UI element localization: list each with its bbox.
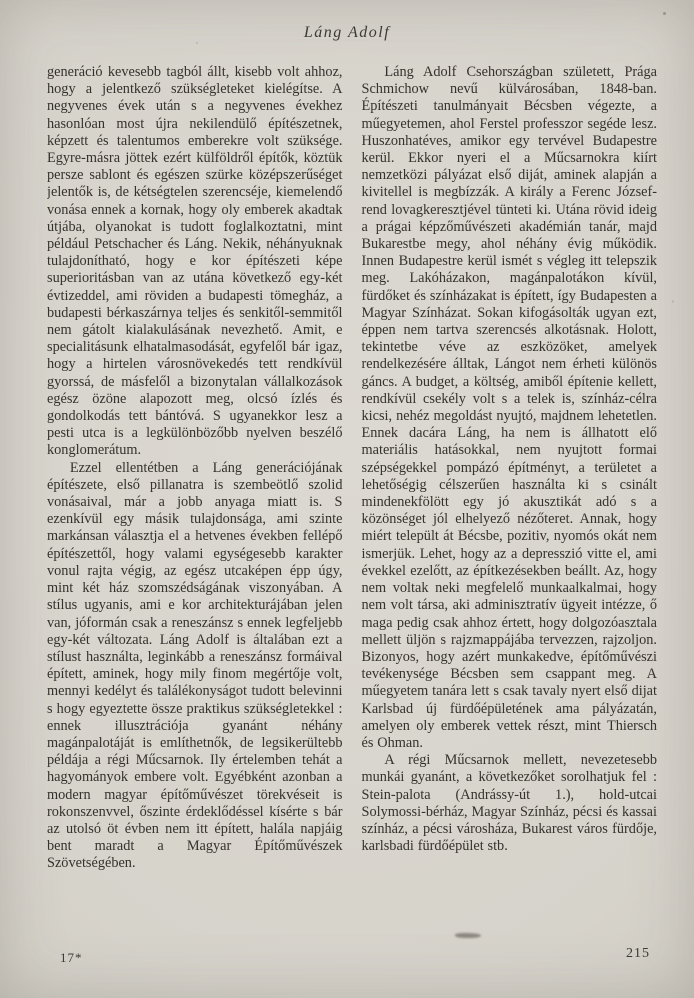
running-header-title: Láng Adolf xyxy=(303,24,391,41)
left-column-paragraph-2: Ezzel ellentétben a Láng generációjának építészete, első pillanatra is szembeötlő szolid vonásaival, már a jobb anyaga miatt is. S ezenkívül egy másik tulajdonsága, ami szinte markánsan választja el a hetvenes években fellépő építészettől, hogy valami egységesebb karakter vonul rajta végig, az egész utcaképen épp úgy, mint két ház szomszédságának viszonyában. A stílus ugyanis, ami e kor architekturájában jelen van, jóformán csak a reneszánsz s ennek legfeljebb egy-két változata. Láng Adolf is általában ezt a stílust használta, leginkább a reneszánsz formáival épített, aminek, hogy mily finom megértője volt, mennyi kedélyt és találékonyságot tudott belevinni s hogy egyeztette össze praktikus szükségletekkel : ennek illusztrációja gyanánt néhány magánpalotáját is említhetnők, de legsikerültebb példája a régi Műcsarnok. Ily értelemben tehát a hagyományok embere volt. Egyébként azonban a modern magyar építőművészet törekvéseit is rokonszenvvel, őszinte érdeklődéssel kísérte s bár az utolsó öt évben nem itt épített, halála napjáig bent maradt a Magyar Építőművészek Szövetségében. xyxy=(47,459,343,872)
text-columns xyxy=(47,64,657,942)
scan-speck xyxy=(672,300,674,303)
ink-smudge xyxy=(455,933,481,938)
left-column-paragraph-1: generáció kevesebb tagból állt, kisebb volt ahhoz, hogy a jelentkező szükségleteket kielégítse. A negyvenes évek után s a negyvenes évekhez hasonlóan most újra nekilendülő építészetnek, képzett és talentumos emberekre volt szüksége. Egyre-másra jöttek ezért külföldről építők, köztük persze sablont és egészen szürke középszerűséget jelentők is, de kétségtelen szerencséje, kiemelendő vonása ennek a kornak, hogy oly emberek akadtak útjába, olyanokat is tudott foglalkoztatni, mint például Petschacher és Láng. Nekik, néhányuknak tulajdonítható, hogy e kor építészeti képe superioritásban van az utána következő egy-két évtizeddel, ami röviden a budapesti tömegház, a budapesti bérkaszárnya teljes és senkitől-semmitől nem gátolt kialakulásának nevezhető. Amit, e specialitásunk elhatalmasodását, egyfelől bár igaz, hogy a hirtelen városnövekedés tett rendkívül gyorssá, de másfelől a bizonytalan vállalkozások egész özöne alapozott meg, olcsó ízlés és gondolkodás tett bántóvá. S ugyanekkor lesz a pesti utca is a legkülönbözőbb nyelven beszélő konglomerátum. xyxy=(47,64,343,459)
right-column-paragraph-2: A régi Műcsarnok mellett, nevezetesebb munkái gyanánt, a következőket sorolhatjuk fel : Stein-palota (Andrássy-út 1.), hold-utcai Solymossi-bérház, Magyar Színház, pécsi és kassai színház, a pécsi városháza, Bukarest város fürdője, karlsbadi fürdőépület stb. xyxy=(361,752,657,855)
page-number: 215 xyxy=(626,946,650,961)
right-column-paragraph-1: Láng Adolf Csehországban született, Prága Schmichow nevű külvárosában, 1848-ban. Építészeti tanulmányait Bécsben végezte, a műegyetemen, ahol Ferstel professzor segéde lesz. Huszonhatéves, amikor egy tervével Budapestre kerül. Ekkor nyeri el a Műcsarnokra kiírt nemzetközi pályázat első diját, aminek alapján a kivitellel is megbízzák. A király a Ferenc József-rend lovagkeresztjével tünteti ki. Utána rövid ideig a prágai képzőművészeti akadémián tanár, majd Bukarestbe megy, ahol néhány évig működik. Innen Budapestre kerül ismét s végleg itt telepszik meg. Lakóházakon, magánpalotákon kívül, fürdőket és színházakat is épített, így Budapesten a Magyar Színházat. Sokan kifogásolták ugyan ezt, éppen nem tartva szerencsés alkotásnak. Holott, tekintetbe véve az eszközöket, amelyek rendelkezésére álltak, Lángot nem érheti különös gáncs. A budget, a költség, amiből építenie kellett, rendkívül csekély volt s a telek is, színház-célra kicsi, nehéz megoldást nyujtó, majdnem lehetetlen. Ennek dacára Láng, ha nem is állhatott elő materiális hatásokkal, nem nyujtott formai szépségekkel pompázó építményt, a területet a lehetőségig célszerűen használta ki s csinált mindenekfölött egy jó akusztikát adó s a közönséget jól elhelyező nézőteret. Annak, hogy miért települt át Bécsbe, pozitiv, nyomós okát nem ismerjük. Lehet, hogy az a depresszió vitte el, ami évekkel ezelőtt, az építkezésekben beállt. Az, hogy nem voltak neki megfelelő munkaalkalmai, hogy nem volt társa, aki adminisztratív ügyeit intézze, ő maga pedig csak ahhoz értett, hogy dolgozóasztala mellett üljön s rajzmappájába tervezzen, rajzoljon. Bizonyos, hogy azért munkakedve, építőművészi tevékenysége Bécsben sem csappant meg. A műegyetem tanára lett s csak tavaly nyert első dijat Karlsbad új fürdőépületének ama pályázatán, amelyen oly emberek vettek részt, mint Thiersch és Ohman. xyxy=(361,64,657,751)
scan-speck xyxy=(663,12,666,15)
right-column xyxy=(362,64,658,942)
signature-mark: 17* xyxy=(60,950,83,965)
left-column xyxy=(47,64,343,942)
scan-speck xyxy=(196,42,198,44)
